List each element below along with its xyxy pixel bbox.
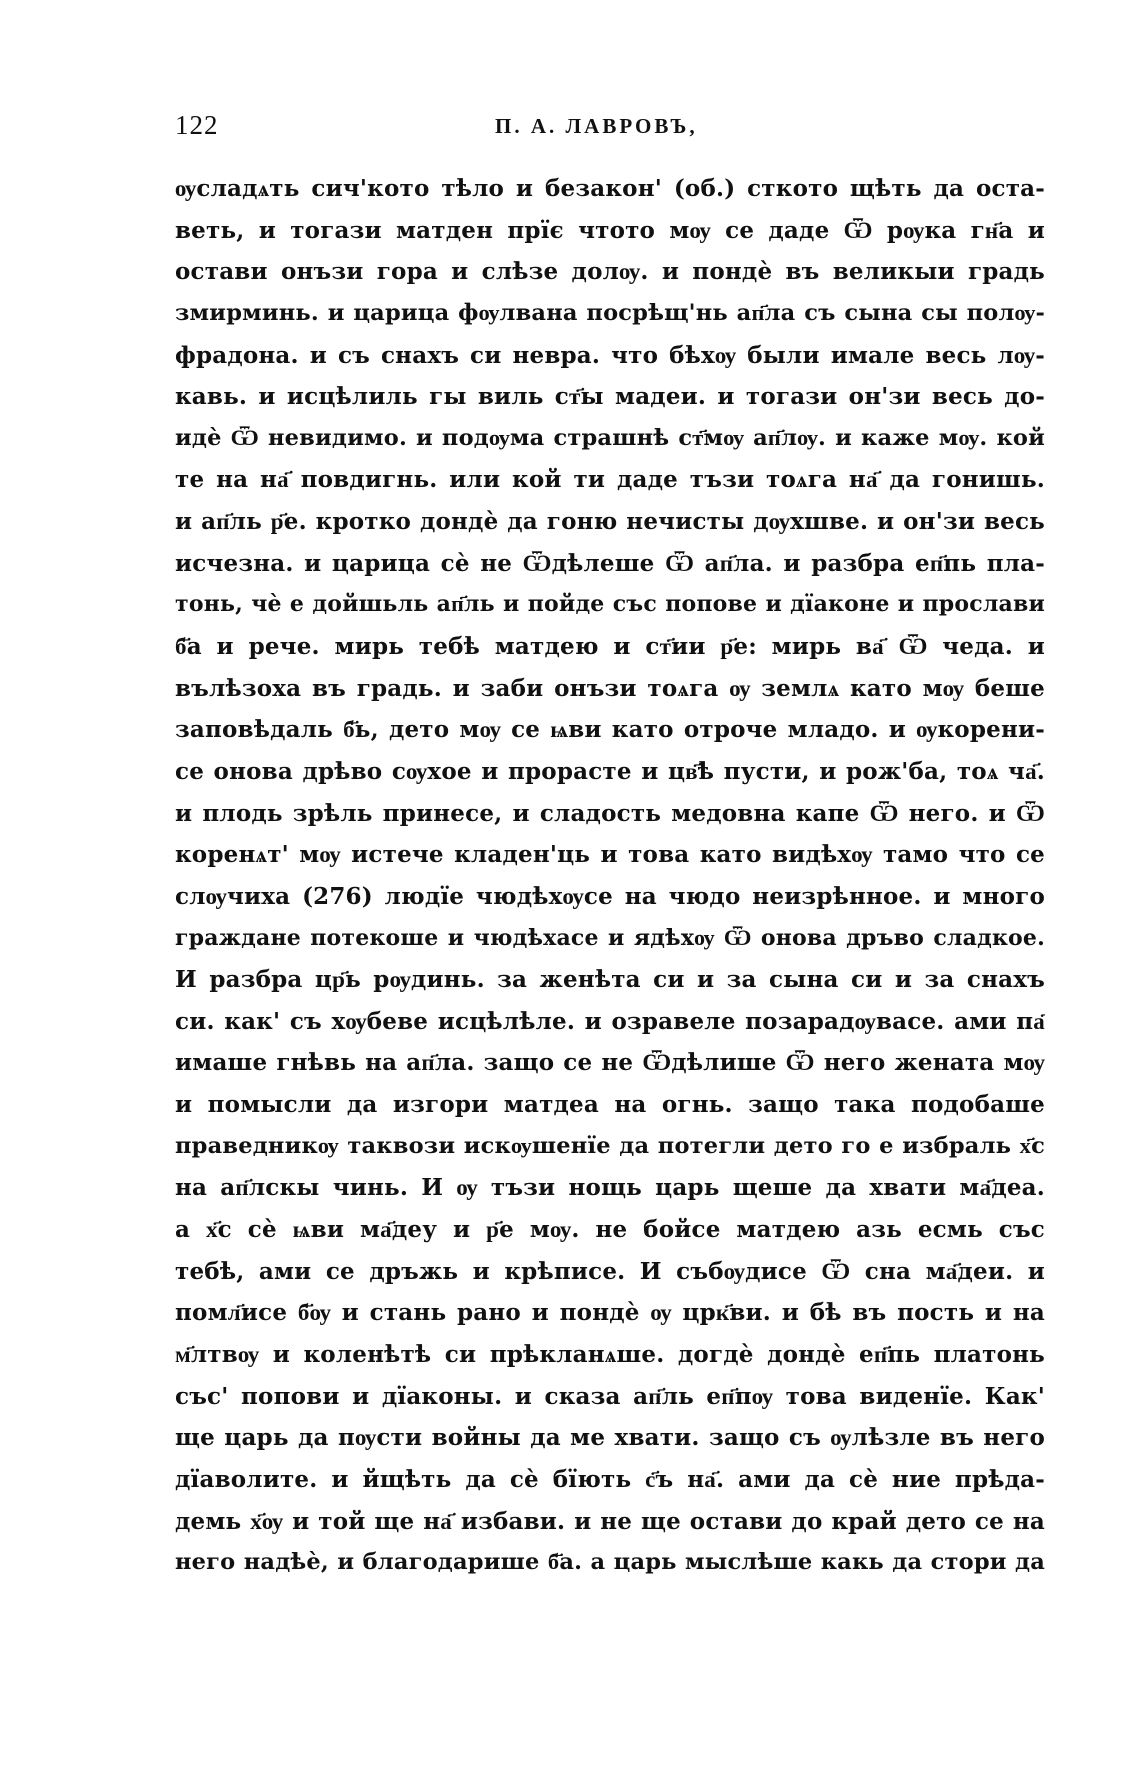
text-line: те на на҃ повдигнь. или кой ти даде тъзи тоѧга на҃ да гонишь. <box>175 466 1045 494</box>
text-line: праведникѹ таквози искѹшенїе да потегли дето го е избраль х҃с <box>175 1132 1045 1159</box>
text-line: веть, и тогази матден прїє чтото мѹ се даде Ѿ рѹка гн҃а и <box>175 216 1045 244</box>
text-line: змирминь. и царица фѹлвана посрѣщ'нь ап҃ла съ сына сы полѹ- <box>175 299 1045 326</box>
text-line: заповѣдаль б҃ь, дето мѹ се ѩви като отроче младо. и ѹкорени- <box>175 716 1045 744</box>
text-line: б҃а и рече. мирь тебѣ матдею и ст҃ии р҃е: мирь ва҃ Ѿ чеда. и <box>175 633 1045 661</box>
text-line: фрадона. и съ снахъ си невра. что бѣхѹ были имале весь лѹ- <box>175 341 1045 369</box>
text-line: И разбра цр҃ь рѹдинь. за женѣта си и за сына си и за снахъ <box>175 966 1045 994</box>
text-line: граждане потекоше и чюдѣхасе и ядѣхѹ Ѿ онова дръво сладкое. <box>175 924 1045 951</box>
text-line: със' попови и дїаконы. и сказа ап҃ль еп҃пѹ това виденїе. Как' <box>175 1382 1045 1410</box>
text-line: вълѣзоха въ градь. и заби онъзи тоѧга ѹ землѧ като мѹ беше <box>175 674 1045 702</box>
text-line: а х҃с сѐ ѩви ма҃деу и р҃е мѹ. не бойсе матдею азь есмь със <box>175 1216 1045 1244</box>
text-line: идѐ Ѿ невидимо. и подѹма страшнѣ ст҃мѹ ап҃лѹ. и каже мѹ. кой <box>175 424 1045 451</box>
running-head: П. А. ЛАВРОВЪ, <box>495 114 698 138</box>
text-line: на ап҃лскы чинь. И ѹ тъзи нощь царь щеше да хвати ма҃деа. <box>175 1174 1045 1202</box>
text-line: тонь, чѐ е дойшьль ап҃ль и пойде със попове и дїаконе и прослави <box>175 591 1045 618</box>
text-line: помл҃исе б҃ѹ и стань рано и пондѐ ѹ црк҃ви. и бѣ въ пость и на <box>175 1299 1045 1327</box>
text-line: и плодь зрѣль принесе, и сладость медовна капе Ѿ него. и Ѿ <box>175 799 1045 827</box>
text-line: и ап҃ль р҃е. кротко дондѐ да гоню нечисты дѹхшве. и он'зи весь <box>175 508 1045 536</box>
page-header <box>175 110 1045 150</box>
text-line: исчезна. и царица сѐ не Ѿдѣлеше Ѿ ап҃ла. и разбра еп҃пь пла- <box>175 549 1045 577</box>
text-line: тебѣ, ами се дръжь и крѣписе. И събѹдисе Ѿ сна ма҃деи. и <box>175 1257 1045 1285</box>
text-line: кавь. и исцѣлиль гы виль ст҃ы мадеи. и тогази он'зи весь до- <box>175 383 1045 411</box>
text-line: и помысли да изгори матдеа на огнь. защо така подобаше <box>175 1091 1045 1119</box>
text-line: остави онъзи гора и слѣзе долѹ. и пондѐ въ великыи градь <box>175 258 1045 286</box>
text-line: слѹчиха (276) людїе чюдѣхѹсе на чюдо неизрѣнное. и много <box>175 882 1045 910</box>
text-line: ще царь да пѹсти войны да ме хвати. защо съ ѹлѣзле въ него <box>175 1424 1045 1452</box>
text-line: дїаволите. и йщѣть да сѐ бїють с҃ъ на҃. ами да сѐ ние прѣда- <box>175 1465 1045 1493</box>
text-line: м҃лтвѹ и коленѣтѣ си прѣкланѧше. догдѐ дондѐ еп҃пь платонь <box>175 1340 1045 1368</box>
text-line: ѹсладѧть сич'кото тѣло и безакон' (об.) сткото щѣть да оста- <box>175 175 1045 202</box>
text-line: се онова дрѣво сѹхое и прорасте и цв҃ѣ пусти, и рож'ба, тоѧ ча҃. <box>175 757 1045 785</box>
page-number: 122 <box>175 110 219 140</box>
text-line: коренѧт' мѹ истече кладен'ць и това като видѣхѹ тамо что се <box>175 841 1045 869</box>
text-line: си. как' съ хѹбеве исцѣлѣле. и озравеле позарадѹвасе. ами па҃ <box>175 1007 1045 1035</box>
text-line: демь х҃ѹ и той ще на҃ избави. и не ще остави до край дето се на <box>175 1507 1045 1535</box>
body-text <box>175 168 1045 1584</box>
text-line: имаше гнѣвь на ап҃ла. защо се не Ѿдѣлише Ѿ него жената мѹ <box>175 1049 1045 1077</box>
text-line: него надѣѐ, и благодарише б҃а. а царь мыслѣше какь да стори да <box>175 1549 1045 1576</box>
